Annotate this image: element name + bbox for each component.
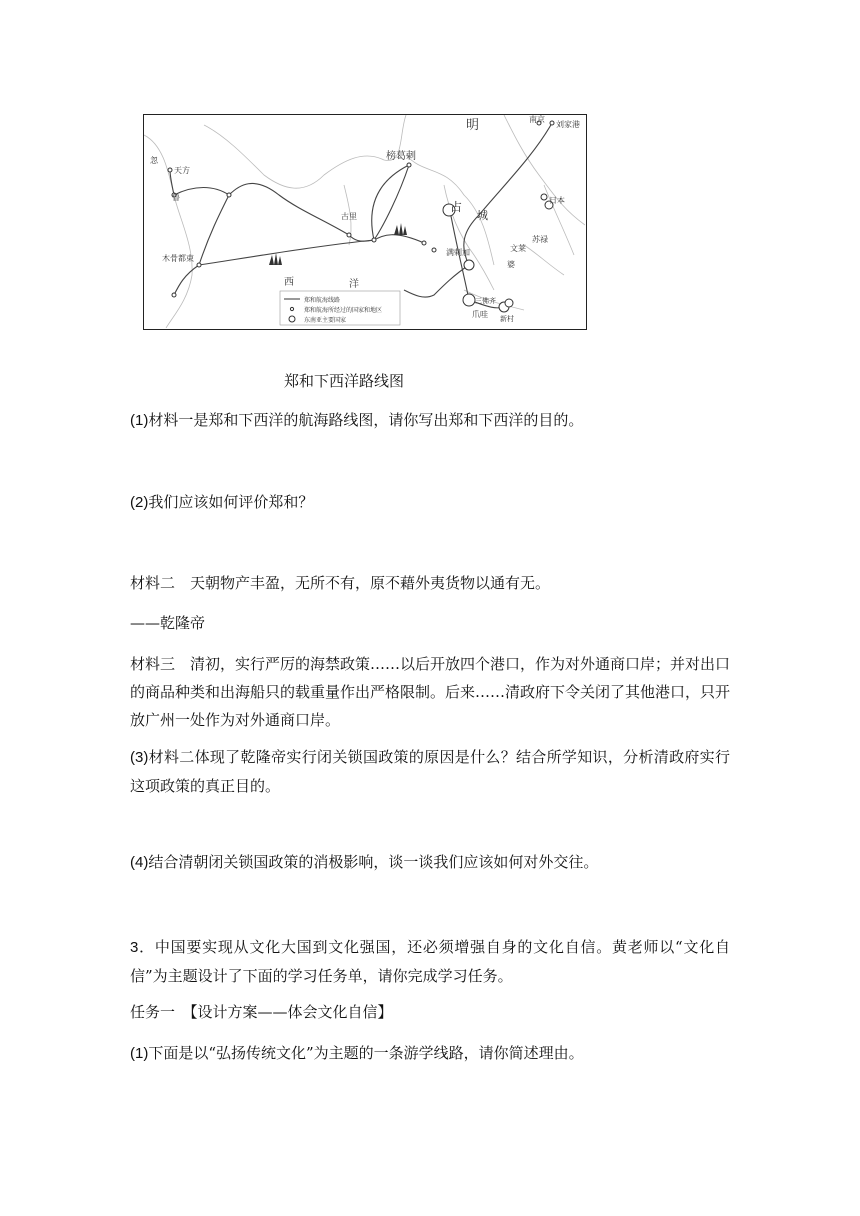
label-nanjing: 南京 (529, 115, 545, 124)
question-2 (130, 491, 730, 514)
legend-stop-label: 郑和航海所经过的国家和地区 (304, 307, 383, 314)
label-riben: 日本 (549, 196, 565, 205)
task-1-heading: 任务一 【设计方案——体会文化自信】 (130, 1003, 393, 1021)
question-4 (130, 851, 730, 874)
label-ming: 明 (466, 118, 480, 133)
label-zhan: 占 (450, 200, 463, 214)
label-xincun: 新村 (500, 315, 514, 323)
map-caption: 郑和下西洋路线图 (284, 372, 405, 390)
label-zhaowa: 爪哇 (472, 310, 488, 319)
question-4-text: 结合清朝闭关锁国政策的消极影响，谈一谈我们应该如何对外交往。 (148, 853, 599, 871)
label-hu: 忽 (150, 156, 158, 165)
item-3-number: 3． (130, 939, 155, 956)
legend-route-label: 郑和航海线路 (304, 297, 341, 304)
question-2-text: 我们应该如何评价郑和？ (148, 493, 314, 511)
label-lu: 鲁 (172, 193, 180, 202)
question-3-text: 材料二体现了乾隆帝实行闭关锁国政策的原因是什么？结合所学知识，分析清政府实行这项政策的真正目的。 (130, 748, 730, 795)
map-graphic (144, 115, 585, 328)
question-1 (130, 409, 730, 432)
label-xi: 西 (284, 277, 294, 288)
material-2-source: ——乾隆帝 (130, 614, 206, 632)
label-liujiagang: 刘家港 (556, 120, 580, 129)
zheng-he-route-map (143, 114, 587, 330)
question-2-number: (2) (130, 494, 149, 511)
task-1-question-1 (130, 1042, 730, 1065)
question-1-number: (1) (130, 412, 149, 429)
label-guli: 古里 (341, 212, 357, 221)
item-3 (130, 933, 730, 990)
question-4-number: (4) (130, 854, 149, 871)
label-manlajia: 满剌加 (446, 248, 470, 257)
legend-region-marker (289, 316, 295, 322)
task-1-question-1-text: 下面是以“弘扬传统文化”为主题的一条游学线路，请你简述理由。 (148, 1044, 584, 1062)
label-cheng: 城 (477, 209, 488, 222)
label-po: 婆 (507, 260, 515, 269)
label-mugudushu: 木骨都束 (162, 254, 194, 263)
label-banggela: 榜葛剌 (386, 151, 416, 162)
label-tianfang: 天方 (174, 166, 190, 175)
label-wenlai: 文莱 (510, 244, 526, 253)
legend-region-label: 东南亚主要国家 (304, 317, 347, 324)
port-markers (168, 121, 554, 312)
question-3 (130, 743, 730, 800)
legend-stop-marker (290, 307, 293, 310)
label-sanfoqi: 三佛齐 (475, 297, 496, 305)
material-2: 材料二 天朝物产丰盈，无所不有，原不藉外夷货物以通有无。 (130, 574, 551, 592)
map-legend (280, 291, 400, 325)
label-sulu: 苏禄 (532, 235, 548, 244)
label-yang: 洋 (349, 279, 359, 290)
question-1-text: 材料一是郑和下西洋的航海路线图，请你写出郑和下西洋的目的。 (148, 411, 584, 429)
task-1-question-1-number: (1) (130, 1045, 149, 1062)
question-3-number: (3) (130, 749, 149, 766)
item-3-text: 中国要实现从文化大国到文化强国，还必须增强自身的文化自信。黄老师以“文化自信”为主题设计了下面的学习任务单，请你完成学习任务。 (130, 938, 730, 985)
material-3: 材料三 清初，实行严厉的海禁政策……以后开放四个港口，作为对外通商口岸；并对出口的商品种类和出海船只的载重量作出严格限制。后来……清政府下令关闭了其他港口，只开放广州一处作为对外通商口岸。 (130, 655, 731, 729)
voyage-routes (170, 123, 552, 308)
